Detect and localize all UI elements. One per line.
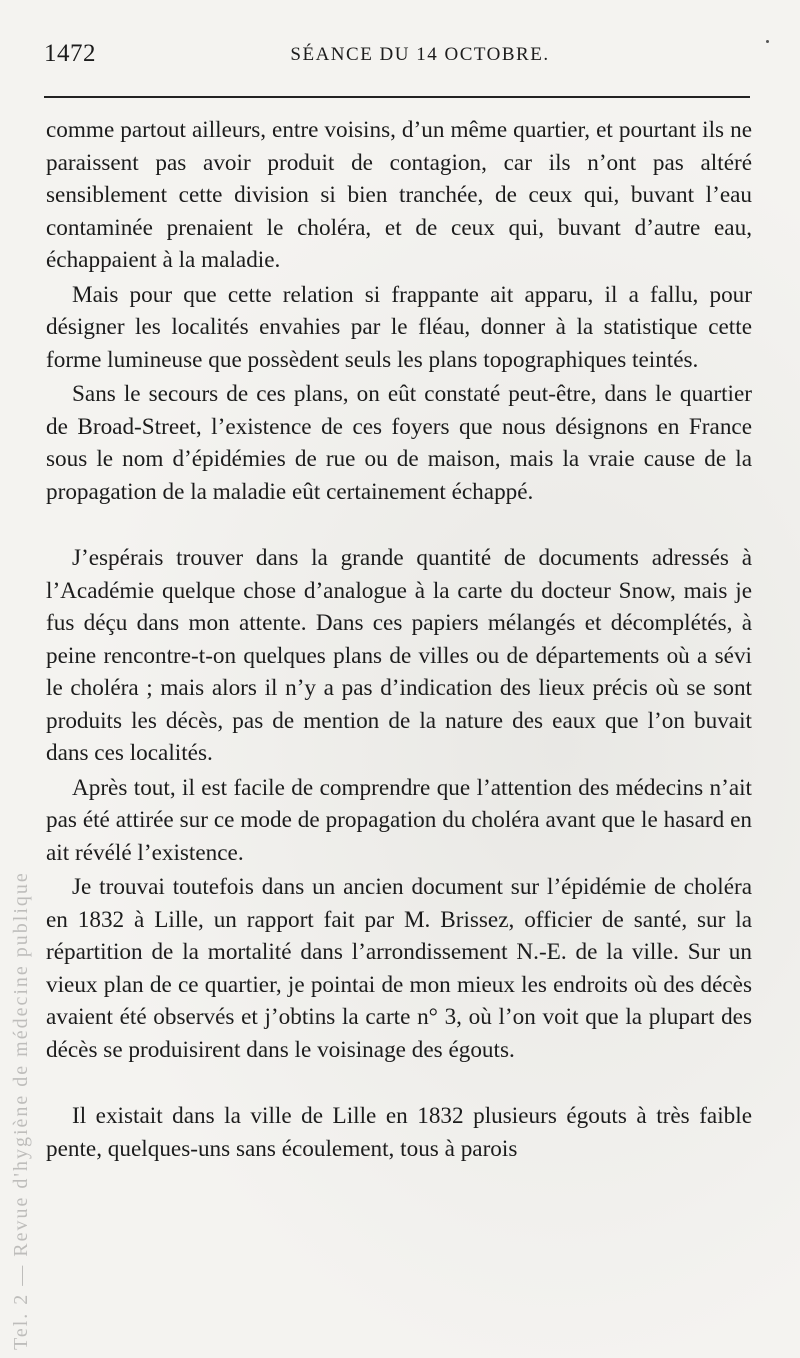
paragraph: Mais pour que cette relation si frappante ait apparu, il a fallu, pour désigner les localités envahies par le fléau, donner à la statistique cette forme lumineuse que possèdent seuls les plans topographiques teintés.	[46, 281, 752, 373]
paragraph-continuation: comme partout ailleurs, entre voisins, d’un même quartier, et pourtant ils ne paraissent pas avoir produit de contagion, car ils n’ont pas altéré sensiblement cette division si bien tranchée, de ceux qui, buvant l’eau contaminée prenaient le choléra, et de ceux qui, buvant d’autre eau, échappaient à la maladie.	[46, 117, 752, 273]
running-head: SÉANCE DU 14 OCTOBRE.	[290, 44, 550, 65]
page-number: 1472	[44, 40, 96, 67]
paragraph: Après tout, il est facile de comprendre que l’attention des médecins n’ait pas été attirée sur ce mode de propagation du choléra avant que le hasard en ait révélé l’existence.	[46, 774, 752, 866]
bleed-through-text: Tel. 2 — Revue d'hygiène de médecine publique	[10, 871, 32, 1350]
paragraph: Sans le secours de ces plans, on eût constaté peut-être, dans le quartier de Broad-Street, l’existence de ces foyers que nous désignons en France sous le nom d’épidémies de rue ou de maison, mais la vraie cause de la propagation de la maladie eût certainement échappé.	[46, 381, 752, 505]
paragraph: Il existait dans la ville de Lille en 1832 plusieurs égouts à très faible pente, quelques-uns sans écoulement, tous à parois	[46, 1103, 752, 1162]
scan-speck	[766, 40, 769, 43]
body-text	[46, 114, 752, 1165]
header-rule	[44, 96, 750, 98]
page-header	[44, 40, 756, 80]
paragraph: J’espérais trouver dans la grande quantité de documents adressés à l’Académie quelque chose d’analogue à la carte du docteur Snow, mais je fus déçu dans mon attente. Dans ces papiers mélangés et décomplétés, à peine rencontre-t-on quelques plans de villes ou de départements où a sévi le choléra ; mais alors il n’y a pas d’indication des lieux précis où se sont produits les décès, pas de mention de la nature des eaux que l’on buvait dans ces localités.	[46, 545, 752, 766]
paragraph: Je trouvai toutefois dans un ancien document sur l’épidémie de choléra en 1832 à Lille, un rapport fait par M. Brissez, officier de santé, sur la répartition de la mortalité dans l’arrondissement N.-E. de la ville. Sur un vieux plan de ce quartier, je pointai de mon mieux les endroits où des décès avaient été observés et j’obtins la carte n° 3, où l’on voit que la plupart des décès se produisirent dans le voisinage des égouts.	[46, 874, 752, 1063]
